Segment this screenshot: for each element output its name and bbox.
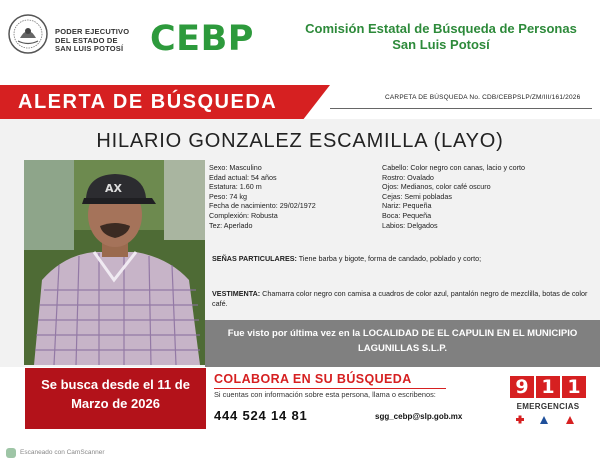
detail-nose: Nariz: Pequeña — [382, 201, 432, 211]
contact-info: Si cuentas con información sobre esta persona, llama o escribenos: — [214, 390, 436, 399]
collaborate-title: COLABORA EN SU BÚSQUEDA — [214, 372, 412, 386]
distinguishing-marks-text: Tiene barba y bigote, forma de candado, poblado y corto; — [296, 254, 482, 263]
distinguishing-marks-label: SEÑAS PARTICULARES: — [212, 254, 297, 263]
emergency-symbols-icon — [510, 414, 586, 426]
state-seal-icon — [8, 14, 48, 54]
distinguishing-marks — [212, 254, 481, 263]
detail-height: Estatura: 1.60 m — [209, 182, 262, 192]
detail-build: Complexión: Robusta — [209, 210, 278, 220]
detail-lips: Labios: Delgados — [382, 220, 438, 230]
person-name: HILARIO GONZALEZ ESCAMILLA (LAYO) — [96, 130, 504, 152]
physical-details-right — [382, 163, 525, 230]
camscanner-icon — [6, 448, 16, 458]
divider — [330, 108, 592, 109]
divider — [214, 388, 446, 389]
detail-mouth: Boca: Pequeña — [382, 210, 432, 220]
emergency-911-icon — [510, 376, 588, 411]
person-photo-icon — [24, 160, 205, 365]
digit: 1 — [562, 376, 586, 398]
commission-title: Comisión Estatal de Búsqueda de Personas San Luis Potosí — [305, 21, 577, 52]
folder-number: CARPETA DE BÚSQUEDA No. CDB/CEBPSLP/ZM/III/161/2026 — [385, 94, 581, 101]
emergency-digits — [510, 376, 588, 398]
detail-sex: Sexo: Masculino — [209, 163, 262, 172]
last-seen-text: Fue visto por última vez en la LOCALIDAD DE EL CAPULIN EN EL MUNICIPIO LAGUNILLAS S.L.P. — [227, 328, 578, 354]
detail-hair: Cabello: Color negro con canas, lacio y corto — [382, 163, 526, 172]
physical-details-left — [209, 163, 316, 230]
clothing — [212, 289, 597, 309]
detail-eyebrows: Cejas: Semi pobladas — [382, 191, 452, 201]
emergency-label: EMERGENCIAS — [516, 402, 580, 411]
detail-weight: Peso: 74 kg — [209, 191, 247, 201]
digit: 1 — [536, 376, 560, 398]
email-address[interactable]: sgg_cebp@slp.gob.mx — [375, 412, 463, 421]
svg-text:AX: AX — [105, 182, 122, 195]
clothing-label: VESTIMENTA: — [212, 289, 261, 298]
clothing-text: Chamarra color negro con camisa a cuadros de color azul, pantalón negro de mezclilla, botas de color café. — [212, 289, 588, 308]
alert-title: ALERTA DE BÚSQUEDA — [18, 91, 278, 113]
detail-face: Rostro: Ovalado — [382, 172, 434, 182]
searched-since-text: Se busca desde el 11 de Marzo de 2026 — [41, 377, 190, 411]
header — [0, 0, 600, 80]
scanner-watermark: Escaneado con CamScanner — [20, 449, 105, 456]
cebp-logo: CEBP — [150, 19, 254, 59]
government-label: PODER EJECUTIVO DEL ESTADO DE SAN LUIS POTOSÍ — [55, 27, 130, 53]
detail-eyes: Ojos: Medianos, color café oscuro — [382, 182, 491, 192]
digit: 9 — [510, 376, 534, 398]
detail-complexion: Tez: Aperlado — [209, 220, 253, 230]
detail-age: Edad actual: 54 años — [209, 172, 277, 182]
phone-number[interactable]: 444 524 14 81 — [214, 408, 308, 423]
detail-birthdate: Fecha de nacimiento: 29/02/1972 — [209, 201, 316, 211]
